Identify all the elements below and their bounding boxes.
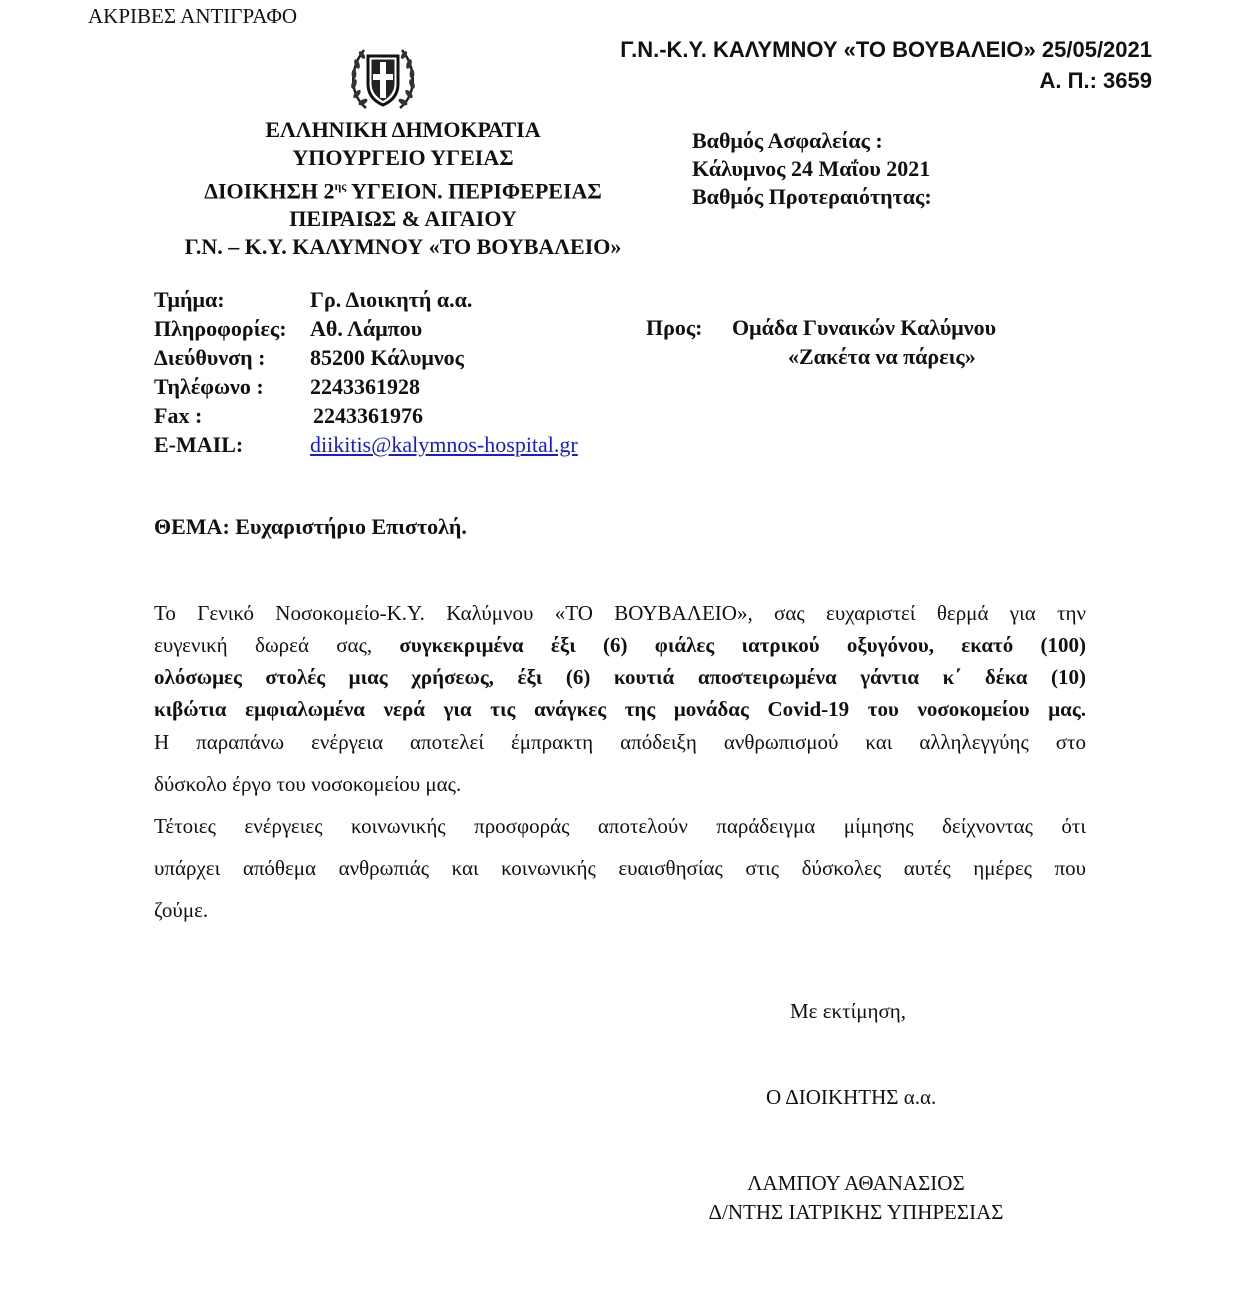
body-line: Το Γενικό Νοσοκομείο-Κ.Υ. Καλύμνου «ΤΟ ΒΟΥΒΑΛΕΙΟ», σας ευχαριστεί θερμά για την <box>154 601 1086 625</box>
signer-title: Ο ΔΙΟΙΚΗΤΗΣ α.α. <box>766 1085 937 1109</box>
protocol-number: Α. Π.: 3659 <box>1039 68 1152 93</box>
contact-row <box>154 314 578 343</box>
contact-value: 2243361976 <box>313 403 423 428</box>
priority-level: Βαθμός Προτεραιότητας: <box>692 184 932 209</box>
signer-name: ΛΑΜΠΟΥ ΑΘΑΝΑΣΙΟΣ <box>747 1171 965 1195</box>
email-link[interactable]: diikitis@kalymnos-hospital.gr <box>310 432 578 457</box>
greek-coat-of-arms-icon <box>346 42 420 116</box>
body-bold-text: συγκεκριμένα έξι (6) φιάλες ιατρικού οξυγόνου, εκατό (100) <box>399 633 1087 657</box>
body-line: δύσκολο έργο του νοσοκομείου μας. <box>154 772 462 796</box>
letter-body <box>154 597 1086 931</box>
body-text: ευγενική δωρεά σας, <box>154 633 400 657</box>
recipient-name: Ομάδα Γυναικών Καλύμνου <box>732 315 996 340</box>
contact-label: Fax : <box>154 403 203 428</box>
contact-row <box>154 285 578 314</box>
body-line: κιβώτια εμφιαλωμένα νερά για τις ανάγκες της μονάδας Covid-19 του νοσοκομείου μας. <box>154 697 1086 721</box>
authority-superscript: ης <box>334 179 347 193</box>
security-level: Βαθμός Ασφαλείας : <box>692 128 883 153</box>
contact-label: Τηλέφωνο : <box>154 374 264 399</box>
contact-row <box>154 343 578 372</box>
authority-line: ΕΛΛΗΝΙΚΗ ΔΗΜΟΚΡΑΤΙΑ <box>265 117 541 142</box>
issuing-authority <box>148 116 658 261</box>
contact-value: 85200 Κάλυμνος <box>310 345 464 370</box>
protocol-hospital-date: Γ.Ν.-Κ.Υ. ΚΑΛΥΜΝΟΥ «ΤΟ ΒΟΥΒΑΛΕΙΟ» 25/05/2021 <box>620 37 1152 62</box>
contact-label: Πληροφορίες: <box>154 316 287 341</box>
body-line <box>154 629 1086 661</box>
authority-line: Γ.Ν. – Κ.Υ. ΚΑΛΥΜΝΟΥ «ΤΟ ΒΟΥΒΑΛΕΙΟ» <box>184 234 622 260</box>
authority-line: ΠΕΙΡΑΙΩΣ & ΑΙΓΑΙΟΥ <box>289 206 517 232</box>
place-date: Κάλυμνος 24 Μαΐου 2021 <box>692 156 931 181</box>
contact-row <box>154 430 578 459</box>
document-meta <box>692 127 932 211</box>
contact-label: Διεύθυνση : <box>154 345 266 370</box>
recipient-label: Προς: <box>646 315 703 340</box>
contact-row <box>154 372 578 401</box>
body-line: ολόσωμες στολές μιας χρήσεως, έξι (6) κουτιά αποστειρωμένα γάντια κ΄ δέκα (10) <box>154 665 1086 689</box>
contact-value: Γρ. Διοικητή α.α. <box>310 287 473 312</box>
authority-line <box>148 172 658 205</box>
recipient <box>646 313 996 371</box>
authority-text: ΥΓΕΙΟΝ. ΠΕΡΙΦΕΡΕΙΑΣ <box>346 178 602 204</box>
contact-info <box>154 285 578 459</box>
signer-position: Δ/ΝΤΗΣ ΙΑΤΡΙΚΗΣ ΥΠΗΡΕΣΙΑΣ <box>708 1200 1004 1224</box>
contact-value: 2243361928 <box>310 374 420 399</box>
body-line: ζούμε. <box>154 898 209 922</box>
copy-stamp: ΑΚΡΙΒΕΣ ΑΝΤΙΓΡΑΦΟ <box>88 4 298 28</box>
protocol-stamp <box>620 34 1152 96</box>
signature-block <box>680 1169 1032 1227</box>
body-line: Η παραπάνω ενέργεια αποτελεί έμπρακτη απόδειξη ανθρωπισμού και αλληλεγγύης στο <box>154 730 1086 754</box>
contact-label: E-MAIL: <box>154 432 244 457</box>
recipient-group: «Ζακέτα να πάρεις» <box>788 344 976 369</box>
authority-line: ΥΠΟΥΡΓΕΙΟ ΥΓΕΙΑΣ <box>292 145 514 170</box>
letter-subject: ΘΕΜΑ: Ευχαριστήριο Επιστολή. <box>154 514 467 539</box>
body-line: Τέτοιες ενέργειες κοινωνικής προσφοράς αποτελούν παράδειγμα μίμησης δείχνοντας ότι <box>154 814 1086 838</box>
authority-text: ΔΙΟΙΚΗΣΗ 2 <box>204 178 335 204</box>
contact-label: Τμήμα: <box>154 287 225 312</box>
body-line: υπάρχει απόθεμα ανθρωπιάς και κοινωνικής ευαισθησίας στις δύσκολες αυτές ημέρες που <box>154 856 1086 880</box>
contact-row <box>154 401 578 430</box>
closing-salutation: Με εκτίμηση, <box>790 999 907 1023</box>
contact-value: Αθ. Λάμπου <box>310 316 423 341</box>
